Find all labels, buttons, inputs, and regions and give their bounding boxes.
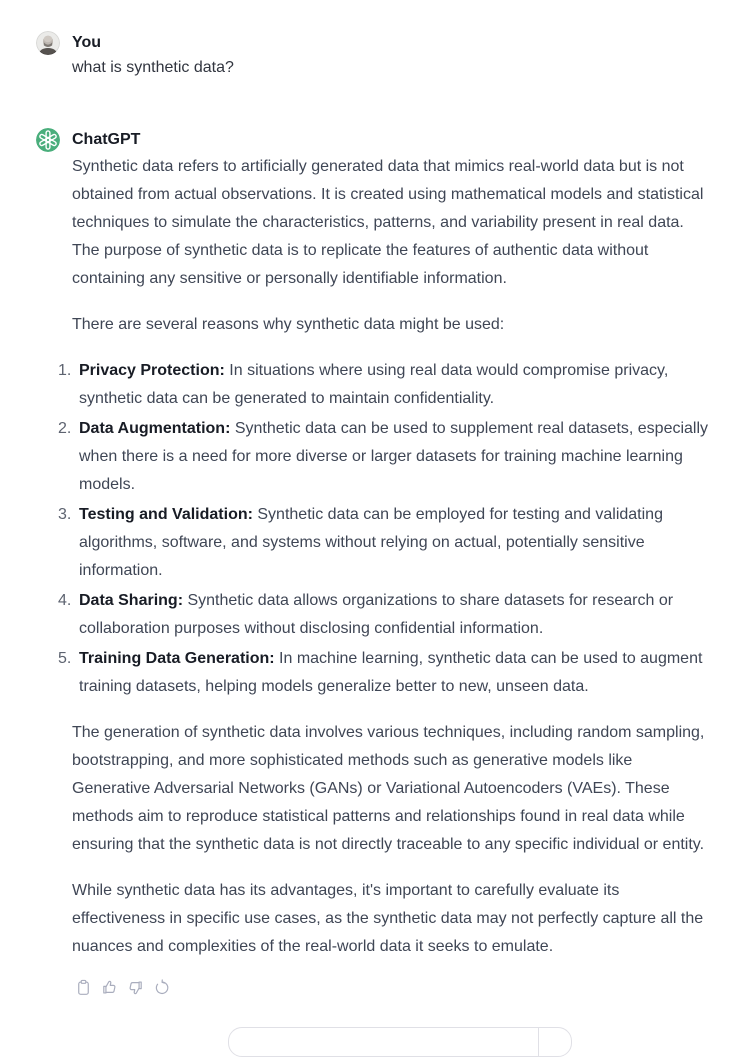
list-item	[79, 501, 710, 585]
assistant-sender-name: ChatGPT	[72, 131, 141, 148]
list-item-text: In situations where using real data would compromise privacy, synthetic data can be generated to maintain confidentiality.	[79, 362, 669, 407]
assistant-paragraph-techniques: The generation of synthetic data involves various techniques, including random sampling, bootstrapping, and more sophisticated methods such as generative models like Generative Adversarial Networks (GANs) or Variational Autoencoders (VAEs). These methods aim to reproduce statistical patterns and relationships found in real data while ensuring that the synthetic data is not directly traceable to any specific individual or entity.	[72, 724, 705, 853]
input-divider	[538, 1028, 539, 1056]
list-item	[79, 645, 710, 701]
list-item-text: Synthetic data can be used to supplement real datasets, especially when there is a need for more diverse or larger datasets for training machine learning models.	[79, 420, 709, 493]
assistant-paragraph-caveat: While synthetic data has its advantages, it's important to carefully evaluate its effectiveness in specific use cases, as the synthetic data may not perfectly capture all the nuances and complexities of the real-world data it seeks to emulate.	[72, 882, 704, 955]
list-item	[79, 587, 710, 643]
list-item-text: In machine learning, synthetic data can be used to augment training datasets, helping models generalize better to new, unseen data.	[79, 650, 703, 695]
assistant-paragraph-intro: Synthetic data refers to artificially generated data that mimics real-world data but is not obtained from actual observations. It is created using mathematical models and statistical techniques to simulate the characteristics, patterns, and variability present in real data. The purpose of synthetic data is to replicate the features of authentic data without containing any sensitive or personally identifiable information.	[72, 158, 704, 287]
thumbs-up-icon	[101, 979, 118, 996]
list-item-term: Training Data Generation:	[79, 650, 275, 667]
regenerate-button[interactable]	[153, 979, 170, 996]
list-item-term: Data Sharing:	[79, 592, 184, 609]
thumbs-up-button[interactable]	[101, 979, 118, 996]
clipboard-icon	[75, 979, 92, 996]
message-actions	[72, 979, 710, 996]
list-item-text: Synthetic data allows organizations to share datasets for research or collaboration purposes without disclosing confidential information.	[79, 592, 674, 637]
list-item-text: Synthetic data can be employed for testing and validating algorithms, software, and systems without relying on actual, potentially sensitive information.	[79, 506, 663, 579]
assistant-turn	[0, 128, 732, 996]
assistant-paragraph-reasons-lead: There are several reasons why synthetic data might be used:	[72, 316, 505, 333]
regenerate-icon	[153, 979, 170, 996]
user-sender-name: You	[72, 34, 102, 51]
reasons-list	[72, 357, 710, 701]
list-item-term: Testing and Validation:	[79, 506, 253, 523]
list-item-term: Data Augmentation:	[79, 420, 231, 437]
user-message-text: what is synthetic data?	[72, 59, 234, 76]
chatgpt-avatar	[36, 128, 60, 152]
list-item-term: Privacy Protection:	[79, 362, 225, 379]
user-turn	[0, 0, 732, 82]
list-item	[79, 415, 710, 499]
copy-button[interactable]	[75, 979, 92, 996]
list-item	[79, 357, 710, 413]
thumbs-down-button[interactable]	[127, 979, 144, 996]
user-avatar	[36, 31, 60, 55]
thumbs-down-icon	[127, 979, 144, 996]
